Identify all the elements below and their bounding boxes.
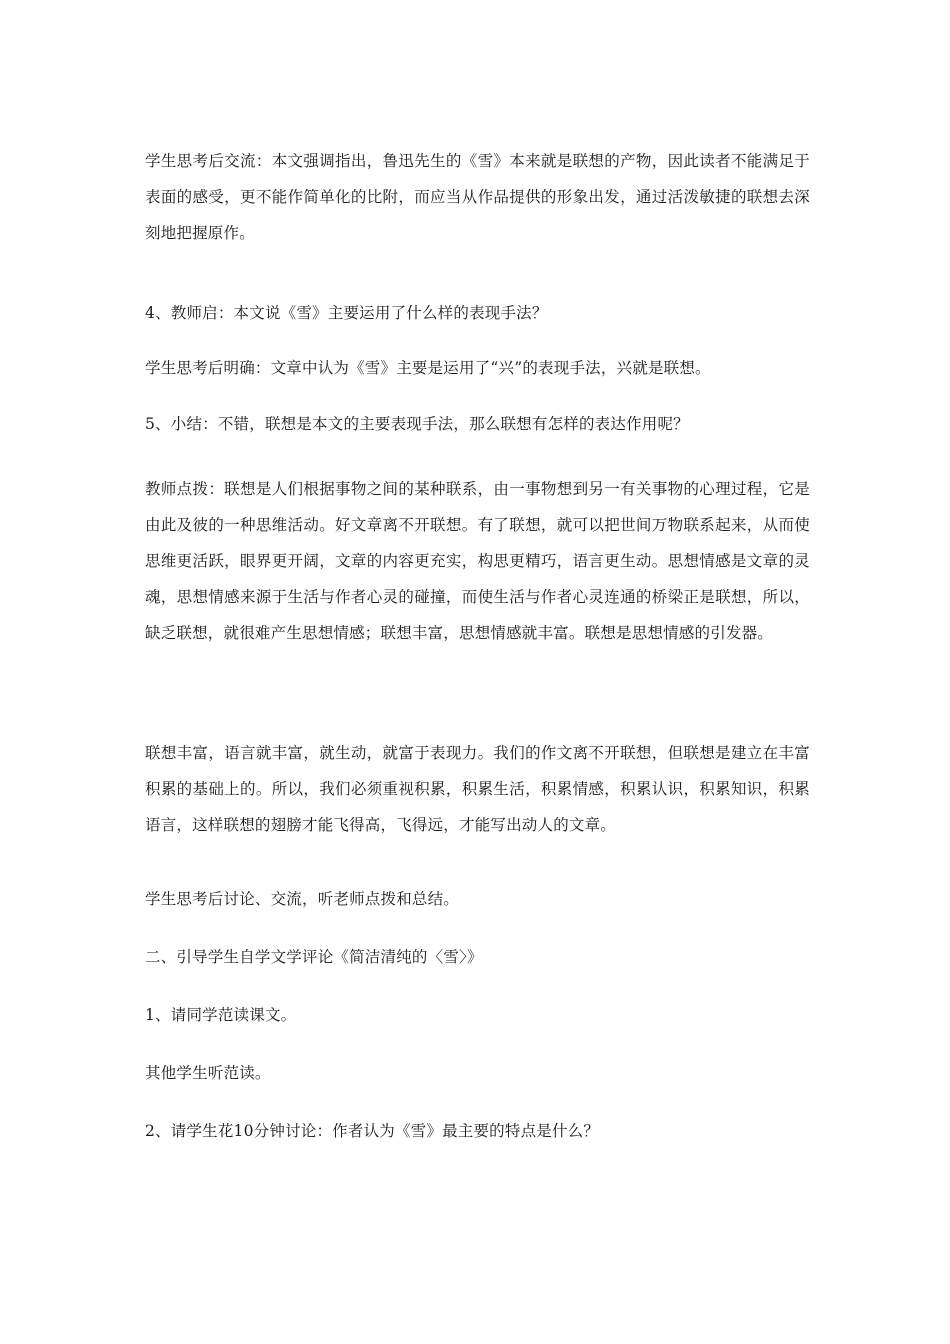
paragraph-step-1: 1、请同学范读课文。 [145,1006,297,1024]
section-heading-2: 二、引导学生自学文学评论《简洁清纯的〈雪〉》 [145,948,483,966]
paragraph-association-rich: 联想丰富，语言就丰富，就生动，就富于表现力。我们的作文离不开联想，但联想是建立在丰富积累的基础上的。所以，我们必须重视积累，积累生活，积累情感，积累认识，积累知识，积累语言，这样联想的翅膀才能飞得高，飞得远，才能写出动人的文章。 [145,744,810,834]
paragraph-step-2: 2、请学生花10分钟讨论：作者认为《雪》最主要的特点是什么？ [145,1122,600,1140]
paragraph-teacher-question-4: 4、教师启：本文说《雪》主要运用了什么样的表现手法？ [145,304,548,322]
paragraph-student-clarify: 学生思考后明确：文章中认为《雪》主要是运用了“兴”的表现手法，兴就是联想。 [145,359,711,377]
paragraph-listen: 其他学生听范读。 [145,1064,271,1082]
paragraph-student-discussion: 学生思考后讨论、交流，听老师点拨和总结。 [145,890,460,908]
paragraph-summary-5: 5、小结：不错，联想是本文的主要表现手法，那么联想有怎样的表达作用呢？ [145,415,689,433]
paragraph-teacher-guidance: 教师点拨：联想是人们根据事物之间的某种联系，由一事物想到另一有关事物的心理过程，它是由此及彼的一种思维活动。好文章离不开联想。有了联想，就可以把世间万物联系起来，从而使思维更活跃，眼界更开阔，文章的内容更充实，构思更精巧，语言更生动。思想情感是文章的灵魂，思想情感来源于生活与作者心灵的碰撞，而使生活与作者心灵连通的桥梁正是联想，所以，缺乏联想，就很难产生思想情感；联想丰富，思想情感就丰富。联想是思想情感的引发器。 [145,480,810,642]
paragraph-student-exchange: 学生思考后交流：本文强调指出，鲁迅先生的《雪》本来就是联想的产物，因此读者不能满足于表面的感受，更不能作简单化的比附，而应当从作品提供的形象出发，通过活泼敏捷的联想去深刻地把握原作。 [145,152,810,242]
